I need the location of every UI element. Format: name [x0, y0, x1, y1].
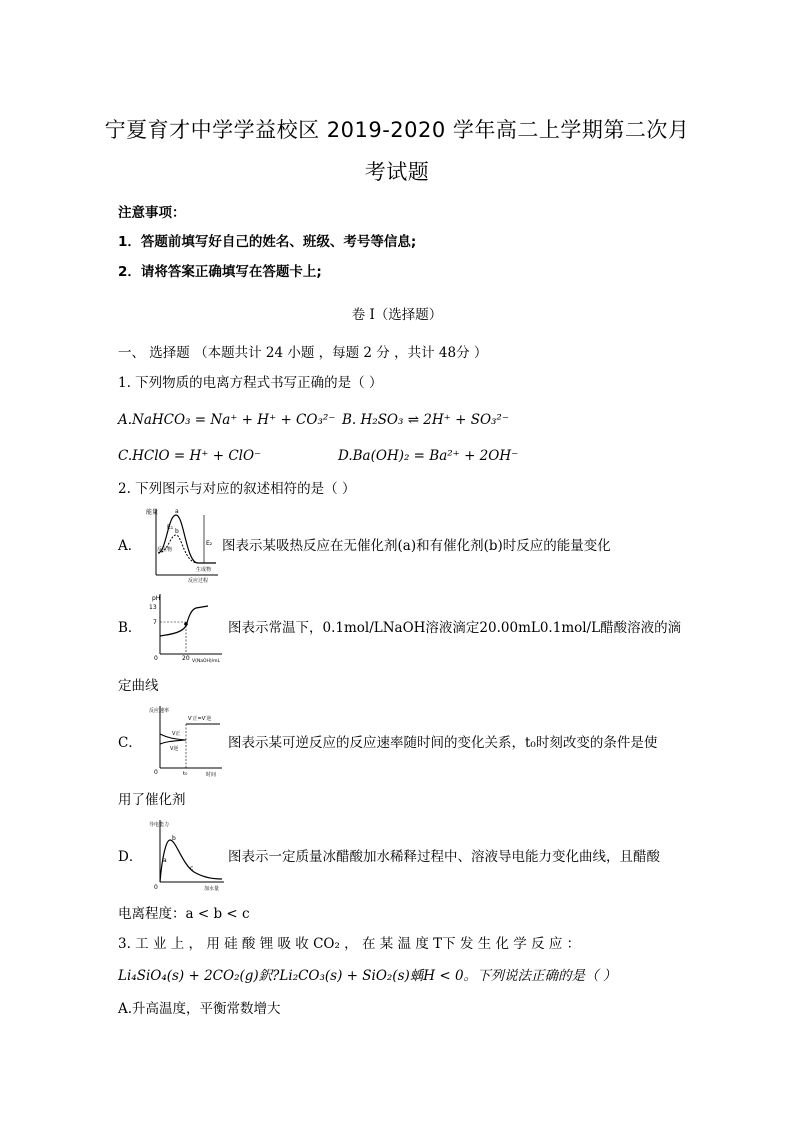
fig-c-v1: V′正=V′逆	[188, 716, 212, 722]
q2-b-text: 图表示常温下，0.1mol/LNaOH溶液滴定20.00mL0.1mol/L醋酸溶液的滴	[228, 620, 682, 636]
q3-option-a: A.升高温度，平衡常数增大	[118, 1001, 281, 1017]
fig-c-o: 0	[154, 769, 158, 776]
notice-item-2: 2．请将答案正确填写在答题卡上;	[118, 264, 322, 280]
figure-a-energy-diagram	[146, 505, 224, 583]
fig-a-e1: E₁	[167, 524, 174, 531]
fig-c-vn: V逆	[170, 746, 179, 752]
fig-b-y: pH	[152, 595, 161, 602]
fig-b-13: 13	[149, 604, 157, 611]
title-line-1: 宁夏育才中学学益校区 2019-2020 学年高二上学期第二次月	[104, 118, 690, 142]
q2-stem: 2. 下列图示与对应的叙述相符的是（ ）	[118, 481, 356, 497]
fig-b-7: 7	[153, 619, 157, 626]
q2-c-continued: 用了催化剂	[118, 792, 186, 808]
fig-b-o: 0	[154, 655, 158, 662]
fig-d-c: c	[190, 865, 194, 872]
fig-a-y-label: 能量	[146, 509, 159, 516]
fig-c-vz: V正	[172, 731, 181, 737]
q2-d-continued: 电离程度：a < b < c	[118, 906, 250, 922]
part-one-heading: 一、 选择题 （本题共计 24 小题 ，每题 2 分 ，共计 48分 ）	[118, 345, 488, 361]
q1-option-c: C.HClO = H⁺ + ClO⁻	[118, 448, 262, 464]
q2-c-text: 图表示某可逆反应的反应速率随时间的变化关系，t₀时刻改变的条件是使	[228, 735, 658, 751]
fig-d-x: 加水量	[204, 886, 220, 892]
fig-c-t: t₀	[183, 771, 188, 777]
fig-c-x: 时间	[206, 772, 217, 778]
fig-b-x: V(NaOH)/mL	[192, 659, 221, 664]
q2-d-label: D．	[118, 849, 143, 865]
fig-c-y: 反应速率	[149, 708, 170, 714]
q2-c-label: C．	[118, 735, 142, 751]
fig-d-y: 导电能力	[149, 822, 170, 828]
fig-a-x: 反应过程	[188, 578, 209, 583]
fig-a-e2: E₂	[206, 540, 213, 547]
figure-d-conductivity	[148, 818, 228, 892]
q2-b-continued: 定曲线	[118, 678, 159, 694]
figure-b-titration-curve	[146, 592, 226, 664]
section-title: 卷 I（选择题）	[351, 307, 443, 323]
title-line-2: 考试题	[364, 160, 430, 184]
figure-c-rate-time	[148, 704, 226, 778]
q2-a-text: 图表示某吸热反应在无催化剂(a)和有催化剂(b)时反应的能量变化	[222, 538, 611, 554]
q2-b-label: B．	[118, 620, 142, 636]
fig-a-react: 反应物	[157, 547, 173, 553]
q1-option-a: A.NaHCO₃ = Na⁺ + H⁺ + CO₃²⁻	[118, 412, 336, 428]
q1-option-d: D.Ba(OH)₂ = Ba²⁺ + 2OH⁻	[338, 448, 519, 464]
fig-d-a: a	[163, 857, 167, 864]
q3-equation: Li₄SiO₄(s) + 2CO₂(g)鈬?Li₂CO₃(s) + SiO₂(s)蝺H < 0。下列说法正确的是（ ）	[118, 968, 617, 984]
q1-stem: 1. 下列物质的电离方程式书写正确的是（ ）	[118, 375, 383, 391]
q2-d-text: 图表示一定质量冰醋酸加水稀释过程中、溶液导电能力变化曲线，且醋酸	[228, 849, 660, 865]
notice-item-1: 1．答题前填写好自己的姓名、班级、考号等信息;	[118, 234, 417, 250]
fig-d-b: b	[172, 835, 176, 842]
fig-a-b: b	[175, 528, 179, 535]
fig-b-20: 20	[182, 655, 190, 662]
fig-a-a: a	[175, 508, 179, 515]
fig-d-o: 0	[154, 884, 158, 891]
fig-a-prod: 生成物	[196, 567, 212, 573]
q3-stem: 3. 工 业 上 ， 用 硅 酸 锂 吸 收 CO₂ ， 在 某 温 度 T下 发 生 化 学 反 应 ：	[118, 936, 581, 952]
q2-a-label: A．	[118, 538, 142, 554]
q1-option-b: B. H₂SO₃ ⇌ 2H⁺ + SO₃²⁻	[342, 412, 509, 428]
notice-heading: 注意事项：	[118, 205, 186, 221]
